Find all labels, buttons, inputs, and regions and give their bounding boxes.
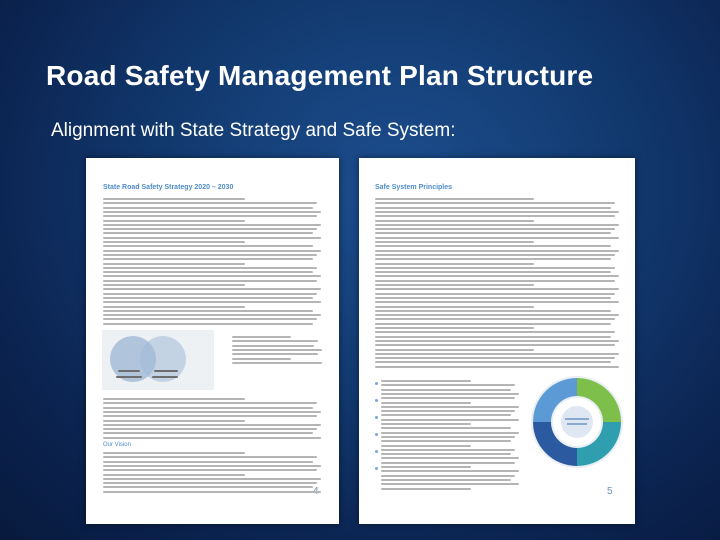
text-line (375, 340, 619, 342)
text-line (232, 358, 291, 360)
bullet-marker (375, 399, 378, 402)
safe-system-wheel-icon (529, 374, 625, 470)
text-line (375, 306, 534, 308)
text-line (375, 310, 611, 312)
text-line (103, 207, 313, 209)
text-line (103, 415, 317, 417)
text-line (375, 280, 615, 282)
text-line (103, 241, 245, 243)
text-line (103, 211, 321, 213)
text-line (375, 224, 619, 226)
text-line (375, 258, 611, 260)
text-line (375, 250, 619, 252)
text-line (103, 297, 313, 299)
text-line (103, 420, 245, 422)
text-line (103, 469, 317, 471)
bullet-marker (375, 382, 378, 385)
text-line (375, 353, 619, 355)
text-line (381, 488, 471, 490)
text-line (375, 267, 615, 269)
text-line (232, 362, 322, 364)
text-line (103, 293, 317, 295)
text-line (375, 323, 611, 325)
text-line (103, 271, 313, 273)
text-line (375, 263, 534, 265)
text-line (103, 452, 245, 454)
text-line (375, 327, 534, 329)
text-line (103, 465, 321, 467)
text-line (232, 349, 322, 351)
text-line (103, 258, 313, 260)
text-line (375, 198, 534, 200)
text-line (103, 224, 321, 226)
text-line (375, 271, 611, 273)
text-line (103, 437, 321, 439)
text-line (103, 310, 313, 312)
text-line (103, 402, 317, 404)
text-line (375, 336, 611, 338)
text-line (381, 432, 519, 434)
text-line (103, 491, 321, 493)
text-line (381, 406, 519, 408)
text-line (381, 410, 515, 412)
text-line (375, 344, 615, 346)
text-line (375, 357, 615, 359)
text-line (103, 306, 245, 308)
text-line (381, 440, 511, 442)
text-line (375, 228, 615, 230)
text-line (381, 462, 515, 464)
text-line (375, 211, 619, 213)
text-line (103, 301, 321, 303)
text-line (375, 297, 611, 299)
text-line (103, 263, 245, 265)
bullet-marker (375, 416, 378, 419)
text-line (375, 237, 619, 239)
text-line (375, 361, 611, 363)
text-line (381, 466, 471, 468)
text-line (103, 314, 321, 316)
text-line (381, 479, 511, 481)
text-line (381, 393, 519, 395)
text-line (375, 349, 534, 351)
text-line (103, 275, 321, 277)
text-line (381, 445, 471, 447)
text-line (103, 202, 317, 204)
text-line (103, 428, 317, 430)
safe-system-heading: Safe System Principles (375, 184, 453, 191)
text-line (103, 432, 313, 434)
text-line (103, 424, 321, 426)
text-line (103, 215, 317, 217)
text-line (381, 436, 515, 438)
safe-system-wheel-diagram (529, 374, 625, 470)
text-line (381, 380, 471, 382)
text-line (375, 288, 619, 290)
venn-diagram-figure (102, 330, 214, 390)
text-line (103, 198, 245, 200)
text-line (375, 284, 534, 286)
text-line (381, 419, 519, 421)
text-line (375, 275, 619, 277)
text-line (375, 215, 615, 217)
bullet-marker (375, 467, 378, 470)
bullet-marker (375, 450, 378, 453)
text-line (381, 453, 511, 455)
text-line (103, 456, 317, 458)
slide-title: Road Safety Management Plan Structure (46, 60, 594, 91)
text-line (375, 366, 619, 368)
text-line (375, 293, 615, 295)
text-line (375, 241, 534, 243)
text-line (381, 470, 519, 472)
text-line (103, 474, 245, 476)
safe-system-page (359, 158, 635, 524)
text-line (103, 232, 313, 234)
text-line (381, 389, 511, 391)
text-line (375, 254, 615, 256)
slide-subtitle: Alignment with State Strategy and Safe System: (51, 120, 456, 141)
text-line (103, 245, 313, 247)
text-line (375, 202, 615, 204)
text-line (103, 318, 317, 320)
text-line (375, 232, 611, 234)
text-line (103, 478, 321, 480)
text-line (103, 250, 321, 252)
text-line (103, 228, 317, 230)
text-line (381, 423, 471, 425)
text-line (232, 340, 318, 342)
text-line (103, 407, 313, 409)
text-line (381, 402, 471, 404)
text-line (103, 220, 245, 222)
our-vision-heading: Our Vision (103, 442, 131, 448)
state-strategy-heading: State Road Safety Strategy 2020 – 2030 (103, 184, 234, 191)
text-line (381, 384, 515, 386)
text-line (375, 220, 534, 222)
text-line (232, 353, 318, 355)
text-line (103, 398, 245, 400)
text-line (375, 207, 611, 209)
text-line (232, 345, 314, 347)
text-line (381, 457, 519, 459)
text-line (232, 336, 291, 338)
text-line (103, 280, 317, 282)
text-line (103, 267, 317, 269)
text-line (103, 461, 313, 463)
text-line (381, 427, 511, 429)
text-line (103, 323, 313, 325)
text-line (381, 483, 519, 485)
text-line (381, 414, 511, 416)
text-line (103, 486, 313, 488)
page-number-right: 5 (607, 486, 613, 497)
text-line (103, 288, 321, 290)
text-line (375, 318, 615, 320)
text-line (375, 314, 619, 316)
text-line (103, 284, 245, 286)
text-line (375, 301, 619, 303)
text-line (375, 245, 611, 247)
text-line (103, 254, 317, 256)
text-line (381, 449, 515, 451)
text-line (375, 331, 615, 333)
text-line (103, 411, 321, 413)
text-line (103, 482, 317, 484)
text-line (381, 397, 515, 399)
text-line (381, 475, 515, 477)
text-line (103, 237, 321, 239)
state-strategy-page (86, 158, 339, 524)
bullet-marker (375, 433, 378, 436)
